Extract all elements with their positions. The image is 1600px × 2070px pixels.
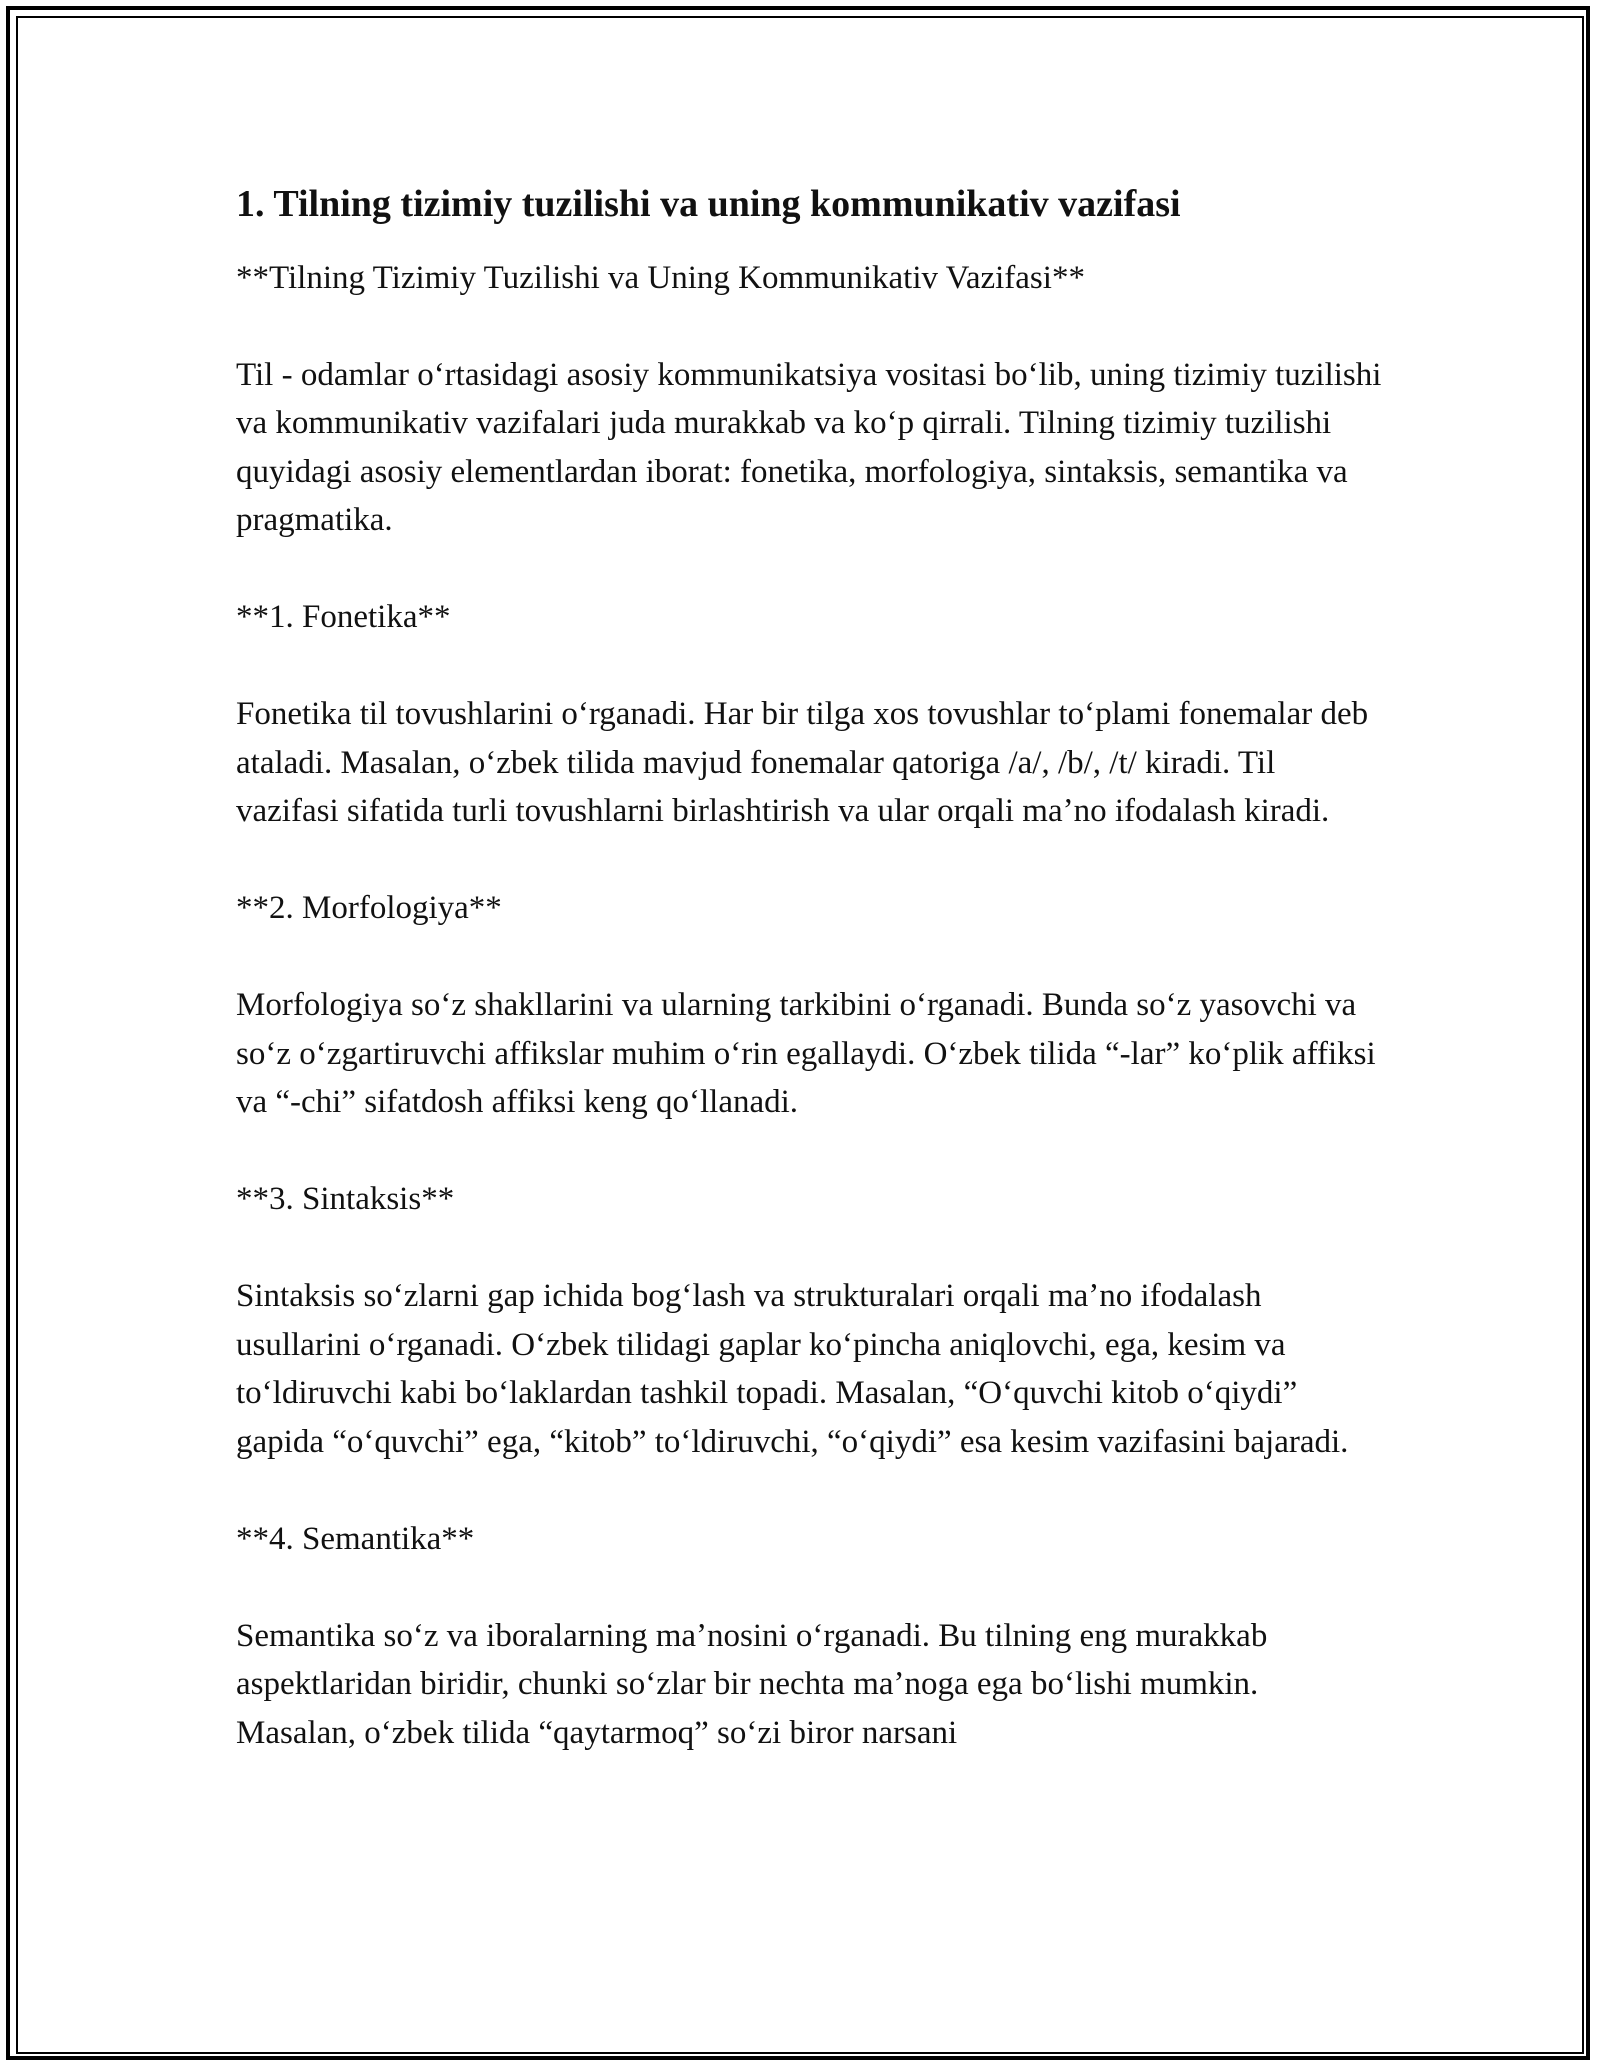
document-title: 1. Tilning tizimiy tuzilishi va uning kommunikativ vazifasi <box>236 183 1181 225</box>
section-heading-sintaksis: **3. Sintaksis** <box>236 1181 455 1218</box>
subtitle-paragraph: **Tilning Tizimiy Tuzilishi va Uning Kommunikativ Vazifasi** <box>236 259 1085 296</box>
semantika-paragraph: Semantika soʻz va iboralarning maʼnosini oʻrganadi. Bu tilning eng murakkab aspektlaridan biridir, chunki soʻzlar bir nechta maʼnoga ega boʻlishi mumkin. Masalan, oʻzbek tilida “qaytarmoq” soʻzi biror narsani <box>236 1617 1268 1751</box>
section-heading-semantika: **4. Semantika** <box>236 1520 475 1557</box>
intro-paragraph: Til - odamlar oʻrtasidagi asosiy kommunikatsiya vositasi boʻlib, uning tizimiy tuzilishi va kommunikativ vazifalari juda murakkab va koʻp qirrali. Tilning tizimiy tuzilishi quyidagi asosiy elementlardan iborat: fonetika, morfologiya, sintaksis, semantika va pragmatika. <box>236 356 1382 539</box>
morfologiya-paragraph: Morfologiya soʻz shakllarini va ularning tarkibini oʻrganadi. Bunda soʻz yasovchi va soʻz oʻzgartiruvchi affikslar muhim oʻrin egallaydi. Oʻzbek tilida “-lar” koʻplik affiksi va “-chi” sifatdosh affiksi keng qoʻllanadi. <box>236 987 1376 1121</box>
sintaksis-paragraph: Sintaksis soʻzlarni gap ichida bogʻlash va strukturalari orqali maʼno ifodalash usullarini oʻrganadi. Oʻzbek tilidagi gaplar koʻpincha aniqlovchi, ega, kesim va toʻldiruvchi kabi boʻlaklardan tashkil topadi. Masalan, “Oʻquvchi kitob oʻqiydi” gapida “oʻquvchi” ega, “kitob” toʻldiruvchi, “oʻqiydi” esa kesim vazifasini bajaradi. <box>236 1278 1349 1460</box>
document-body <box>236 182 1386 1806</box>
section-heading-morfologiya: **2. Morfologiya** <box>236 890 502 927</box>
fonetika-paragraph: Fonetika til tovushlarini oʻrganadi. Har bir tilga xos tovushlar toʻplami fonemalar deb ataladi. Masalan, oʻzbek tilida mavjud fonemalar qatoriga /a/, /b/, /t/ kiradi. Til vazifasi sifatida turli tovushlarni birlashtirish va ular orqali maʼno ifodalash kiradi. <box>236 696 1369 830</box>
section-heading-fonetika: **1. Fonetika** <box>236 599 451 636</box>
